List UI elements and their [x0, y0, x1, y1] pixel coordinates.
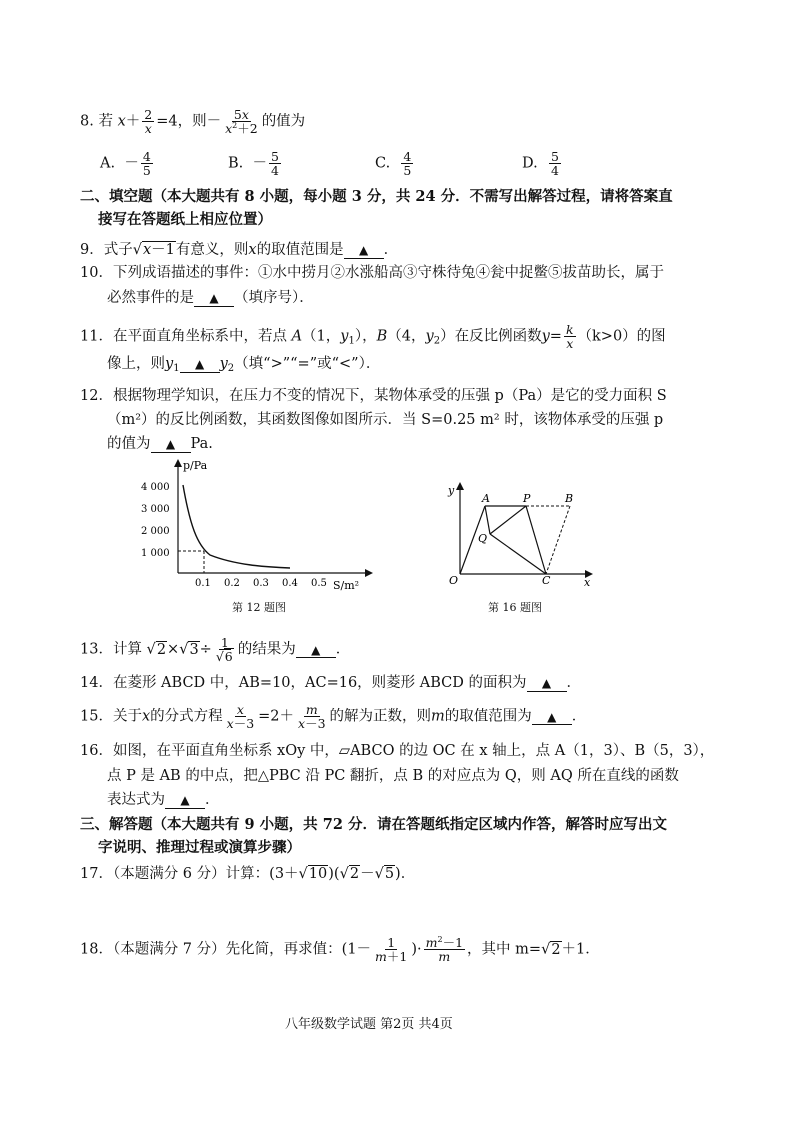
label-y: y — [448, 484, 455, 497]
q16-line2: 点 P 是 AB 的中点，把△PBC 沿 PC 翻折，点 B 的对应点为 Q，则 AQ 所在直线的函数 — [107, 768, 679, 784]
figure-16-coordinate-diagram — [430, 478, 600, 588]
section3-heading-line2: 字说明、推理过程或演算步骤） — [98, 839, 301, 856]
ytick-4000: 4 000 — [141, 482, 170, 493]
q14: 14．在菱形 ABCD 中，AB=10，AC=16，则菱形 ABCD 的面积为 ▲ ． — [80, 675, 582, 691]
y-axis-arrow — [456, 482, 464, 490]
y-axis-label: p/Pa — [183, 459, 208, 472]
section2-heading-line2: 接写在答题纸上相应位置） — [98, 211, 272, 228]
ytick-3000: 3 000 — [141, 504, 170, 515]
ytick-1000: 1 000 — [141, 548, 170, 559]
x-axis-label: S/m² — [333, 579, 360, 592]
q16-line1: 16．如图，在平面直角坐标系 xOy 中，▱ABCO 的边 OC 在 x 轴上，点 A（1，3）、B（5，3）， — [80, 743, 715, 759]
edge-QC — [490, 534, 546, 574]
q12-line2: （m²）的反比例函数，其函数图像如图所示．当 S=0.25 m² 时，该物体承受的压强 p — [107, 412, 664, 428]
answer-blank: ▲ — [194, 292, 234, 307]
q15: 15．关于x的分式方程 $\frac{x}{x-3}$ =2＋ $\frac{m}{x-3}$ 的解为正数，则m的取值范围为 ▲ ． — [80, 702, 587, 732]
q17: 17．（本题满分 6 分）计算：(3＋√10)(√2－√5)． — [80, 866, 416, 882]
answer-blank: ▲ — [527, 677, 567, 692]
xtick-0.4: 0.4 — [282, 578, 298, 589]
label-x: x — [584, 576, 591, 588]
q9: 9．式子√x－1有意义，则x的取值范围是 ▲ ． — [80, 242, 399, 258]
answer-blank: ▲ — [151, 438, 191, 453]
edge-PC — [526, 506, 546, 574]
figure-16-caption: 第 16 题图 — [488, 601, 542, 614]
xtick-0.2: 0.2 — [224, 578, 240, 589]
section2-heading-line1: 二、填空题（本大题共有 8 小题，每小题 3 分，共 24 分．不需写出解答过程，请将答案直 — [80, 188, 673, 205]
page-footer: 八年级数学试题 第2页 共4页 — [285, 1017, 453, 1032]
label-B: B — [565, 492, 574, 505]
xtick-0.1: 0.1 — [195, 578, 211, 589]
q11-line1: 11．在平面直角坐标系中，若点 A（1，$y_1$），B（4，$y_2$）在反比例函数y= $\frac{k}{x}$ （k>0）的图 — [80, 322, 666, 352]
section3-heading-line1: 三、解答题（本大题共有 9 小题，共 72 分．请在答题纸指定区域内作答，解答时应写出文 — [80, 816, 667, 833]
label-P: P — [523, 492, 531, 505]
x-axis-arrow — [365, 569, 373, 577]
y-axis-arrow — [174, 459, 182, 467]
q16-line3: 表达式为 ▲ ． — [107, 792, 220, 808]
label-O: O — [449, 574, 459, 587]
figure-12-caption: 第 12 题图 — [232, 601, 286, 614]
xtick-0.5: 0.5 — [311, 578, 327, 589]
q10-line1: 10．下列成语描述的事件：①水中捞月②水涨船高③守株待兔④瓮中捉鳖⑤拔苗助长，属于 — [80, 265, 664, 281]
label-Q: Q — [478, 532, 488, 545]
q12-line1: 12．根据物理学知识，在压力不变的情况下，某物体承受的压强 p（Pa）是它的受力面积 S — [80, 388, 667, 404]
label-A: A — [482, 492, 490, 505]
q8-option-b: B. － $\frac{5}{4}$ — [228, 149, 279, 179]
answer-blank: ▲ — [180, 358, 220, 373]
edge-AQ — [485, 506, 490, 534]
figure-12-pressure-graph — [135, 455, 375, 620]
answer-blank: ▲ — [296, 644, 336, 659]
answer-blank: ▲ — [165, 794, 205, 809]
answer-blank: ▲ — [532, 711, 572, 726]
edge-PQ — [490, 506, 526, 534]
q8-option-a: A. － $\frac{4}{5}$ — [100, 149, 151, 179]
xtick-0.3: 0.3 — [253, 578, 269, 589]
label-C: C — [542, 574, 551, 587]
q11-line2: 像上，则$y_1$ ▲ $y_2$（填“>”“=”或“<”）． — [107, 356, 381, 374]
answer-blank: ▲ — [344, 244, 384, 259]
edge-BC — [546, 506, 570, 574]
q12-line3: 的值为 ▲ Pa. — [107, 436, 213, 452]
q8-option-c: C. $\frac{4}{5}$ — [375, 149, 412, 179]
q13: 13．计算 √2×√3÷ $\frac{1}{√6}$ 的结果为 ▲ ． — [80, 635, 351, 665]
q8-option-d: D. $\frac{5}{4}$ — [522, 149, 559, 179]
q18: 18．（本题满分 7 分）先化简，再求值：(1－ $\frac{1}{m+1}$ )· $\frac{m^2-1}{m}$ ，其中 m=√2＋1． — [80, 935, 600, 965]
ytick-2000: 2 000 — [141, 526, 170, 537]
q10-line2: 必然事件的是 ▲ （填序号）． — [107, 290, 314, 306]
inverse-curve — [183, 485, 290, 568]
q8-stem: 8. 若 x＋ $\frac{2}{x}$ =4，则－ $\frac{5x}{x^2+2}$ 的值为 — [80, 107, 306, 137]
